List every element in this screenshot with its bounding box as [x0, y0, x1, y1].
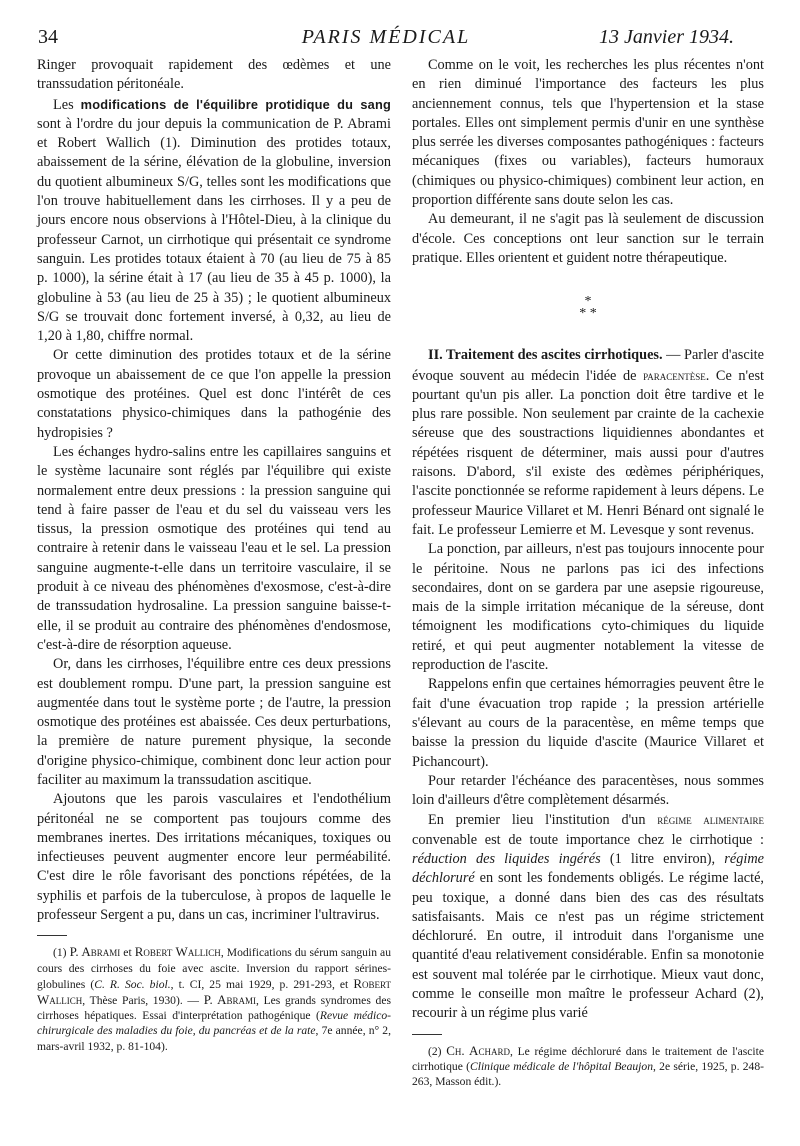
right-column	[412, 56, 764, 1089]
footnote: (1) P. Abrami et Robert Wallich, Modifications du sérum sanguin au cours des cirrhoses du foie avec ascite. Inversion du rapport sérines-globulines (C. R. Soc. biol., t. CI, 25 mai 1929, p. 291-293, et Robert Wallich, Thèse Paris, 1930). — P. Abrami, Les grands syndromes des cirrhoses hépatiques. Essai d'interprétation pathogénique (Revue médico-chirurgicale des maladies du foie, du pancréas et de la rate, 7e année, n° 2, mars-avril 1932, p. 81-104).	[37, 944, 392, 1053]
paragraph: En premier lieu l'institution d'un régime alimentaire convenable est de toute importance chez le cirrhotique : réduction des liquides ingérés (1 litre environ), régime déchloruré en sont les fondements obligés. Le régime lacté, peu toxique, a donné dans bien des cas des résultats satisfaisants. Mais ce n'est pas un régime strictement déchloruré. En outre, il introduit dans l'organisme une quantité d'eau relativement considérable. Enfin sa monotonie est souvent mal tolérée par le cirrhotique. Mieux vaut donc, comme le conseille mon maître le professeur Achard (2), recourir à un régime plus varié	[412, 812, 764, 1022]
left-column	[37, 56, 391, 1054]
issue-date: 13 Janvier 1934.	[599, 26, 734, 48]
page-number: 34	[38, 26, 58, 48]
paragraph: Les échanges hydro-salins entre les capillaires sanguins et le système lacunaire sont réglés par l'équilibre qui existe normalement entre deux pressions : la pression sanguine qui tend à faire passer de l'eau et du sel du vaisseau vers les tissus, la pression osmotique des protéines qui tend au contraire à retenir dans le vaisseau l'eau et le sel. La pression sanguine augmente-t-elle dans un territoire vasculaire, il se produit à ce niveau des phénomènes d'exosmose, c'est-à-dire de transsudation hydrosaline. La pression sanguine baisse-t-elle, il se produit au contraire des phénomènes d'endosmose, c'est-à-dire de résorption aqueuse.	[37, 443, 391, 653]
paragraph: Or cette diminution des protides totaux et de la sérine provoque un abaissement de ce que l'on appelle la pression osmotique des protéines. Quel est donc l'intérêt de ces constatations physico-chimiques dans la pathogénie des hydropisies ?	[37, 347, 391, 441]
paragraph: Rappelons enfin que certaines hémorragies peuvent être le fait d'une évacuation trop rapide ; la pression artérielle s'élevant au cours de la paracentèse, en même temps que baisse la pression du liquide d'ascite (Maurice Villaret et Pichancourt).	[412, 676, 764, 770]
paragraph: La ponction, par ailleurs, n'est pas toujours innocente pour le péritoine. Nous ne parlons pas ici des infections secondaires, dont on se gardera par une asepsie rigoureuse, mais de la simple irritation mécanique de la séreuse, dont témoignent les modifications cyto-chimiques du liquide retiré, et qui peut augmenter notablement la vitesse de reproduction de l'ascite.	[412, 541, 764, 674]
footnote-divider	[412, 1034, 442, 1035]
footnote-divider	[37, 935, 67, 936]
running-header	[38, 26, 734, 52]
emphasized-term: modifications de l'équilibre protidique du sang	[80, 96, 392, 112]
paragraph: Comme on le voit, les recherches les plus récentes n'ont en rien diminué l'importance des facteurs les plus anciennement connus, tels que l'hypertension et la stase portales. Elles ont simplement permis d'unir en une synthèse plus serrée les diverses composantes pathogéniques : facteurs mécaniques (fixes ou variables), facteurs humoraux (chimiques ou physico-chimiques) combinent leur action, en proportion différente sans doute selon les cas.	[412, 57, 764, 209]
paragraph: II. Traitement des ascites cirrhotiques. — Parler d'ascite évoque souvent au médecin l'idée de paracentèse. Ce n'est pourtant qu'un pis aller. La ponction doit être tardive et le plus rare possible. Non seulement par crainte de la cachexie séreuse que des soustractions liquidiennes abondantes et répétées risquent de déterminer, mais aussi pour d'autres raisons. D'abord, s'il existe des œdèmes périphériques, l'ascite ponctionnée se reforme rapidement à leurs dépens. Le professeur Maurice Villaret et M. Henri Bénard ont signalé le fait. Le professeur Lemierre et M. Levesque y sont revenus.	[412, 347, 764, 538]
paragraph: Les modifications de l'équilibre protidique du sang sont à l'ordre du jour depuis la communication de P. Abrami et Robert Wallich (1). Diminution des protides totaux, abaissement de la sérine, élévation de la globuline, inversion du quotient albumineux S/G, telles sont les modifications que l'on trouve habituellement dans les cirrhoses. Il y a peu de jours encore nous observions à l'Hôtel-Dieu, à la clinique du professeur Carnot, un cirrhotique qui présentait ce syndrome sanguin. Les protides totaux étaient à 70 (au lieu de 75 à 85 p. 1000), la sérine était à 17 (au lieu de 35 à 45 p. 1000), la globuline à 53 (au lieu de 25 à 35) ; le quotient albumineux S/G se trouvait donc fortement inversé, à 0,32, au lieu de 1,20 à 1,80, chiffre normal.	[37, 96, 392, 345]
paragraph: Pour retarder l'échéance des paracentèses, nous sommes loin d'ailleurs d'être complètement désarmés.	[412, 772, 764, 809]
section-heading: II. Traitement des ascites cirrhotiques.	[428, 347, 663, 364]
paragraph: Au demeurant, il ne s'agit pas là seulement de discussion d'école. Ces conceptions ont leur sanction sur le terrain pratique. Elles orientent et guident notre thérapeutique.	[412, 211, 764, 266]
section-separator: * * *	[579, 294, 597, 322]
footnote: (2) Ch. Achard, Le régime déchloruré dans le traitement de l'ascite cirrhotique (Clinique médicale de l'hôpital Beaujon, 2e série, 1925, p. 248-263, Masson édit.).	[412, 1042, 765, 1089]
paragraph: Ajoutons que les parois vasculaires et l'endothélium péritonéal ne se comportent pas toujours comme des membranes inertes. Des irritations mécaniques, toxiques ou infectieuses peuvent augmenter encore leur perméabilité. C'est dire le rôle favorisant des ponctions répétées, de la syphilis et parfois de la tuberculose, à propos de laquelle le professeur Sergent a pu, dans un cas, incriminer l'ultravirus.	[37, 791, 391, 924]
paragraph: Or, dans les cirrhoses, l'équilibre entre ces deux pressions est doublement rompu. D'une part, la pression sanguine est augmentée dans tout le système porte ; de l'autre, la pression osmotique des protéines est abaissée. Ces deux perturbations, la première de nature purement physique, la seconde d'origine physico-chimique, combinent donc leur action pour faciliter au maximum la transsudation ascitique.	[37, 656, 391, 788]
journal-title: PARIS MÉDICAL	[301, 26, 471, 48]
paragraph: Ringer provoquait rapidement des œdèmes et une transsudation péritonéale.	[37, 57, 391, 93]
